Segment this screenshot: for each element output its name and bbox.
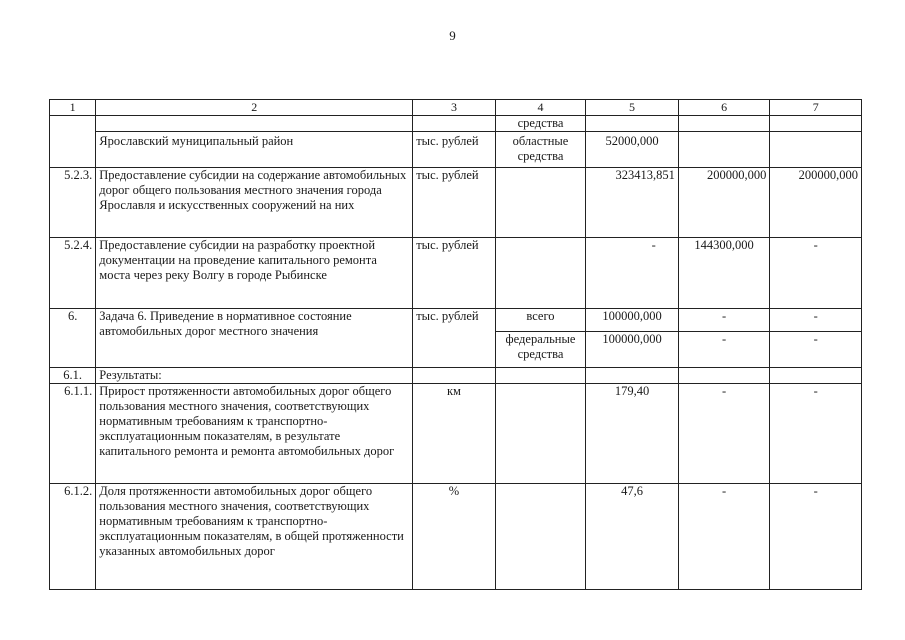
row-source: областные средства — [495, 132, 586, 168]
row-source — [495, 384, 586, 484]
row-unit: тыс. рублей — [413, 238, 496, 309]
row-source: федеральные средства — [495, 332, 586, 368]
table-row — [50, 484, 862, 590]
row-value-6: - — [678, 484, 770, 590]
data-table — [49, 99, 862, 590]
row-value-5: 323413,851 — [586, 168, 679, 238]
row-value-6: - — [678, 309, 770, 332]
row-value-5: - — [586, 238, 679, 309]
row-value-6 — [678, 132, 770, 168]
row-value-6: 144300,000 — [678, 238, 770, 309]
header-cell: 1 — [50, 100, 96, 116]
row-description: Предоставление субсидии на содержание автомобильных дорог общего пользования местного значения города Ярославля и искусственных сооружений на них — [96, 168, 413, 238]
row-value-7: - — [770, 238, 862, 309]
row-source — [495, 484, 586, 590]
row-value-7 — [770, 132, 862, 168]
row-value-7: - — [770, 384, 862, 484]
table-row — [50, 116, 862, 132]
row-description: Задача 6. Приведение в нормативное состояние автомобильных дорог местного значения — [96, 309, 413, 368]
row-description: Прирост протяженности автомобильных дорог общего пользования местного значения, соответствующих нормативным требованиям к транспортно-эксплуатационным показателям, в результате капитального ремонта и ремонта автомобильных дорог — [96, 384, 413, 484]
row-value-6: - — [678, 384, 770, 484]
row-value-7 — [770, 368, 862, 384]
row-value-7 — [770, 116, 862, 132]
header-cell: 4 — [495, 100, 586, 116]
row-value-5: 100000,000 — [586, 309, 679, 332]
header-row — [50, 100, 862, 116]
row-source — [495, 368, 586, 384]
row-value-5: 47,6 — [586, 484, 679, 590]
row-source: средства — [495, 116, 586, 132]
row-number: 6.1. — [50, 368, 96, 384]
row-value-5: 52000,000 — [586, 132, 679, 168]
row-source — [495, 168, 586, 238]
row-unit — [413, 368, 496, 384]
row-value-7: 200000,000 — [770, 168, 862, 238]
row-source: всего — [495, 309, 586, 332]
row-number: 6.1.2. — [50, 484, 96, 590]
row-unit: % — [413, 484, 496, 590]
page-number: 9 — [449, 28, 456, 43]
row-value-7: - — [770, 309, 862, 332]
row-unit: км — [413, 384, 496, 484]
row-number: 6. — [50, 309, 96, 368]
row-number: 5.2.3. — [50, 168, 96, 238]
row-description: Доля протяженности автомобильных дорог общего пользования местного значения, соответствующих нормативным требованиям к транспортно-эксплуатационным показателям, в общей протяженности указанных автомобильных дорог — [96, 484, 413, 590]
row-description: Результаты: — [96, 368, 413, 384]
row-value-5: 179,40 — [586, 384, 679, 484]
row-unit: тыс. рублей — [413, 168, 496, 238]
row-value-6: 200000,000 — [678, 168, 770, 238]
table-row — [50, 368, 862, 384]
table-row — [50, 384, 862, 484]
row-value-7: - — [770, 332, 862, 368]
row-unit: тыс. рублей — [413, 309, 496, 368]
header-cell: 6 — [678, 100, 770, 116]
header-cell: 5 — [586, 100, 679, 116]
header-cell: 7 — [770, 100, 862, 116]
row-value-6 — [678, 368, 770, 384]
header-cell: 2 — [96, 100, 413, 116]
row-number: 6.1.1. — [50, 384, 96, 484]
row-number — [50, 116, 96, 132]
row-description: Ярославский муниципальный район — [96, 132, 413, 168]
row-number: 5.2.4. — [50, 238, 96, 309]
row-unit — [413, 116, 496, 132]
row-value-6: - — [678, 332, 770, 368]
row-source — [495, 238, 586, 309]
row-description — [96, 116, 413, 132]
header-cell: 3 — [413, 100, 496, 116]
table-row — [50, 132, 862, 168]
row-value-5: 100000,000 — [586, 332, 679, 368]
row-value-5 — [586, 116, 679, 132]
row-value-7: - — [770, 484, 862, 590]
row-number — [50, 132, 96, 168]
row-description: Предоставление субсидии на разработку проектной документации на проведение капитального ремонта моста через реку Волгу в городе Рыбинске — [96, 238, 413, 309]
row-unit: тыс. рублей — [413, 132, 496, 168]
row-value-5 — [586, 368, 679, 384]
table-row — [50, 309, 862, 332]
table-row — [50, 168, 862, 238]
table-row — [50, 238, 862, 309]
row-value-6 — [678, 116, 770, 132]
